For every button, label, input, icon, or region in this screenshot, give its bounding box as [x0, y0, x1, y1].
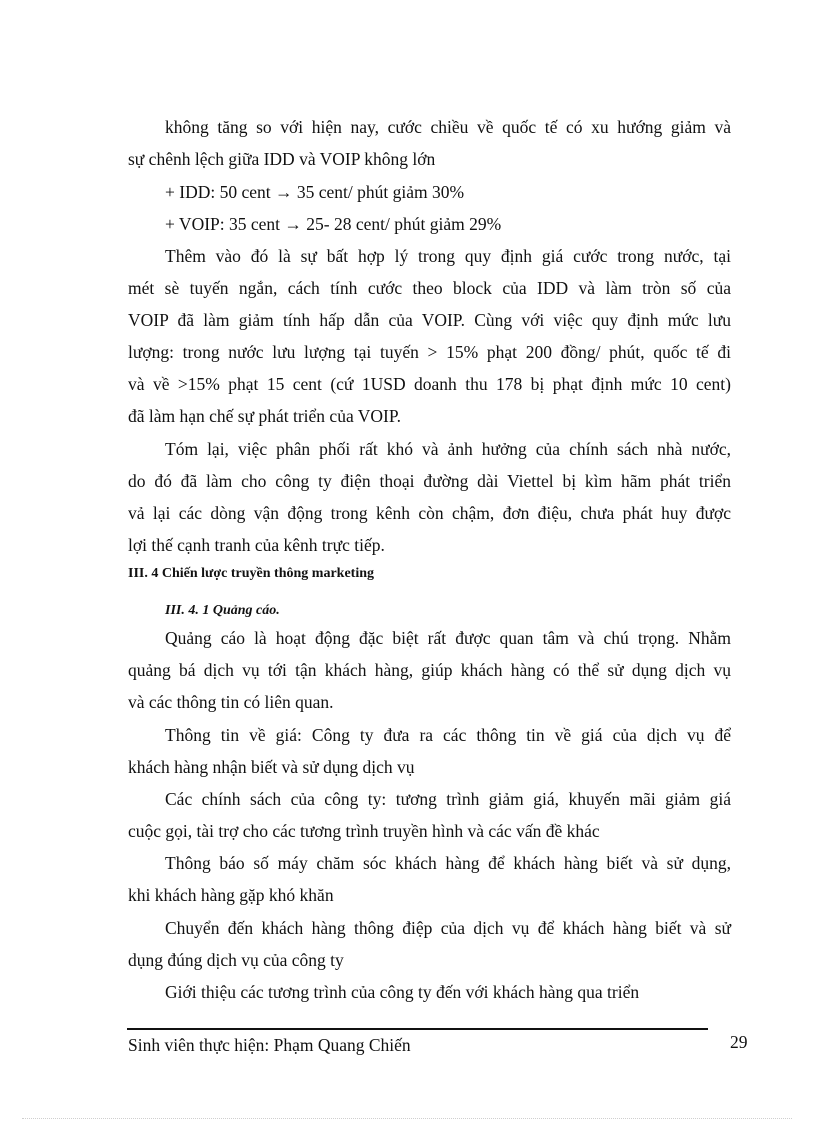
paragraph-line: lợi thế cạnh tranh của kênh trực tiếp.: [128, 535, 385, 555]
paragraph-line: VOIP đã làm giảm tính hấp dẫn của VOIP. Cùng với việc quy định mức lưu: [128, 310, 731, 330]
paragraph-line: Giới thiệu các tương trình của công ty đến với khách hàng qua triển: [165, 982, 640, 1002]
paragraph-line: khi khách hàng gặp khó khăn: [128, 885, 334, 905]
paragraph-line: mét sè tuyến ngắn, cách tính cước theo block của IDD và làm tròn số của: [128, 278, 731, 298]
paragraph-line: dụng đúng dịch vụ của công ty: [128, 950, 344, 970]
paragraph-line: + VOIP: 35 cent → 25- 28 cent/ phút giảm 29%: [165, 214, 502, 234]
section-heading: III. 4 Chiến lược truyền thông marketing: [128, 566, 374, 581]
paragraph-line: do đó đã làm cho công ty điện thoại đường dài Viettel bị kìm hãm phát triển: [128, 471, 731, 491]
paragraph-line: Chuyển đến khách hàng thông điệp của dịch vụ để khách hàng biết và sử: [165, 918, 731, 938]
paragraph-line: và các thông tin có liên quan.: [128, 692, 334, 712]
footer-divider: [127, 1028, 708, 1030]
paragraph-line: Thông báo số máy chăm sóc khách hàng để khách hàng biết và sử dụng,: [165, 853, 731, 873]
page-number: 29: [730, 1032, 748, 1052]
paragraph-line: không tăng so với hiện nay, cước chiều về quốc tế có xu hướng giảm và: [165, 117, 731, 137]
paragraph-line: Thông tin về giá: Công ty đưa ra các thông tin về giá của dịch vụ để: [165, 725, 731, 745]
paragraph-line: đã làm hạn chế sự phát triển của VOIP.: [128, 406, 402, 426]
paragraph-line: lượng: trong nước lưu lượng tại tuyến > 15% phạt 200 đồng/ phút, quốc tế đi: [128, 342, 731, 362]
paragraph-line: quảng bá dịch vụ tới tận khách hàng, giúp khách hàng có thể sử dụng dịch vụ: [128, 660, 731, 680]
page-edge-divider: [22, 1118, 792, 1119]
paragraph-line: cuộc gọi, tài trợ cho các tương trình truyền hình và các vấn đề khác: [128, 821, 600, 841]
paragraph-line: vả lại các dòng vận động trong kênh còn chậm, đơn điệu, chưa phát huy được: [128, 503, 731, 523]
paragraph-line: Quảng cáo là hoạt động đặc biệt rất được quan tâm và chú trọng. Nhằm: [165, 628, 731, 648]
paragraph-line: Các chính sách của công ty: tương trình giảm giá, khuyến mãi giảm giá: [165, 789, 731, 809]
paragraph-line: Tóm lại, việc phân phối rất khó và ảnh hưởng của chính sách nhà nước,: [165, 439, 731, 459]
paragraph-line: khách hàng nhận biết và sử dụng dịch vụ: [128, 757, 415, 777]
paragraph-line: và về >15% phạt 15 cent (cứ 1USD doanh thu 178 bị phạt định mức 10 cent): [128, 374, 731, 394]
paragraph-line: + IDD: 50 cent → 35 cent/ phút giảm 30%: [165, 182, 465, 202]
paragraph-line: sự chênh lệch giữa IDD và VOIP không lớn: [128, 149, 436, 169]
paragraph-line: Thêm vào đó là sự bất hợp lý trong quy định giá cước trong nước, tại: [165, 246, 731, 266]
subsection-heading: III. 4. 1 Quảng cáo.: [165, 603, 280, 618]
footer-author: Sinh viên thực hiện: Phạm Quang Chiến: [128, 1035, 411, 1055]
